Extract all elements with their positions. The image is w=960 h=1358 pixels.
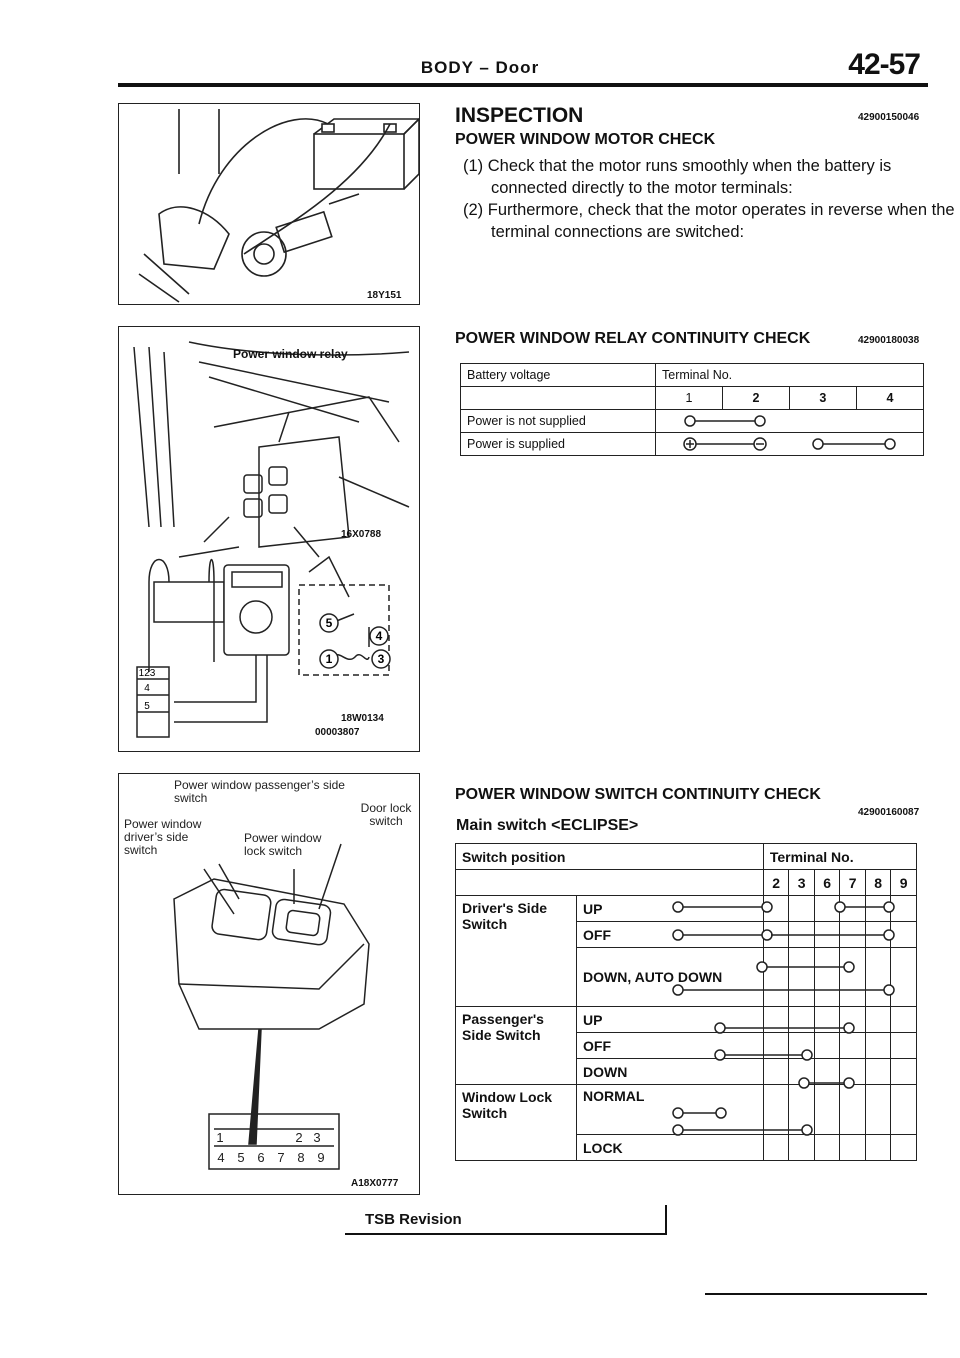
continuity-marks (656, 410, 923, 432)
relay-terminal-4: 4 (375, 629, 383, 643)
page-number: 42-57 (848, 48, 920, 81)
motor-check-heading: POWER WINDOW MOTOR CHECK (455, 131, 716, 148)
motor-battery-drawing (119, 104, 419, 304)
switch-check-heading: POWER WINDOW SWITCH CONTINUITY CHECK (455, 786, 821, 803)
terminal-header: 7 (840, 870, 866, 896)
figure-code: 18W0134 (341, 713, 384, 724)
figure-relay (118, 326, 420, 752)
position-label: DOWN (577, 1059, 764, 1085)
table-row (456, 1007, 917, 1033)
connector-pin: 5 (237, 1150, 245, 1165)
relay-label: Power window relay (233, 347, 348, 361)
motor-step-1: (1) Check that the motor runs smoothly when the battery is connected directly to the motor terminals: (463, 157, 892, 197)
terminal-header: 6 (814, 870, 840, 896)
terminal-header: 3 (789, 870, 815, 896)
relay-terminal-3: 3 (377, 652, 385, 666)
table-header: Terminal No. (763, 844, 916, 870)
terminal-header: 1 (656, 387, 723, 410)
table-row (456, 896, 917, 922)
terminal-header: 4 (856, 387, 923, 410)
position-label: LOCK (577, 1135, 764, 1161)
table-row (461, 433, 924, 456)
position-label: UP (577, 896, 764, 922)
connector-pin: 1 (216, 1130, 224, 1145)
terminal-header: 8 (865, 870, 891, 896)
section-code: 42900150046 (858, 112, 920, 123)
tsb-revision: TSB Revision (365, 1211, 462, 1228)
figure-code: A18X0777 (351, 1178, 399, 1189)
connector-pin: 6 (257, 1150, 265, 1165)
relay-check-heading: POWER WINDOW RELAY CONTINUITY CHECK (455, 330, 811, 347)
connector-pin: 3 (313, 1130, 321, 1145)
continuity-marks (656, 433, 923, 455)
connector-pin: 2 (295, 1130, 303, 1145)
section-code: 42900160087 (858, 807, 920, 818)
position-label: DOWN, AUTO DOWN (577, 948, 764, 1007)
relay-terminal-1: 1 (325, 652, 333, 666)
position-label: OFF (577, 922, 764, 948)
inspection-title: INSPECTION (455, 104, 584, 127)
position-label: UP (577, 1007, 764, 1033)
table-header: Terminal No. (656, 364, 924, 387)
label-lock-switch: Power window lock switch (244, 831, 322, 858)
connector-pin: 9 (317, 1150, 325, 1165)
label-passenger-switch: Power window passenger’s side switch (174, 778, 345, 805)
connector-pin: 4 (217, 1150, 225, 1165)
label-driver-switch: Power window driver’s side switch (124, 817, 202, 857)
connector-pin: 7 (277, 1150, 285, 1165)
connector-cell-4: 4 (144, 683, 150, 694)
label-door-lock: Door lock switch (360, 801, 412, 828)
figure-code: 18Y151 (367, 290, 402, 301)
footer-rule (705, 1293, 927, 1295)
group-label: Driver's Side Switch (456, 896, 577, 1007)
position-label: NORMAL (577, 1085, 764, 1135)
header-rule (118, 83, 928, 87)
relay-continuity-table (460, 363, 924, 456)
table-row (461, 410, 924, 433)
figure-switch (118, 773, 420, 1195)
main-switch-label: Main switch <ECLIPSE> (456, 817, 639, 834)
terminal-header: 2 (722, 387, 789, 410)
figure-code: 00003807 (315, 727, 360, 738)
row-label: Power is not supplied (461, 410, 656, 433)
page-title: BODY – Door (420, 58, 540, 77)
terminal-header: 9 (891, 870, 917, 896)
figure-motor-battery (118, 103, 420, 305)
terminal-header: 3 (789, 387, 856, 410)
group-label: Passenger's Side Switch (456, 1007, 577, 1085)
position-label: OFF (577, 1033, 764, 1059)
table-header: Switch position (456, 844, 764, 870)
connector-cell-123: 123 (138, 668, 156, 679)
table-header: Battery voltage (461, 364, 656, 387)
section-code: 42900180038 (858, 335, 920, 346)
connector-cell-5: 5 (144, 701, 150, 712)
connector-pin: 8 (297, 1150, 305, 1165)
table-row (456, 1085, 917, 1135)
terminal-header: 2 (763, 870, 789, 896)
row-label: Power is supplied (461, 433, 656, 456)
motor-step-2: (2) Furthermore, check that the motor operates in reverse when the terminal connections are switched: (463, 201, 955, 241)
figure-code: 16X0788 (341, 529, 382, 540)
switch-continuity-table (455, 843, 917, 1161)
group-label: Window Lock Switch (456, 1085, 577, 1161)
relay-terminal-5: 5 (325, 616, 333, 630)
